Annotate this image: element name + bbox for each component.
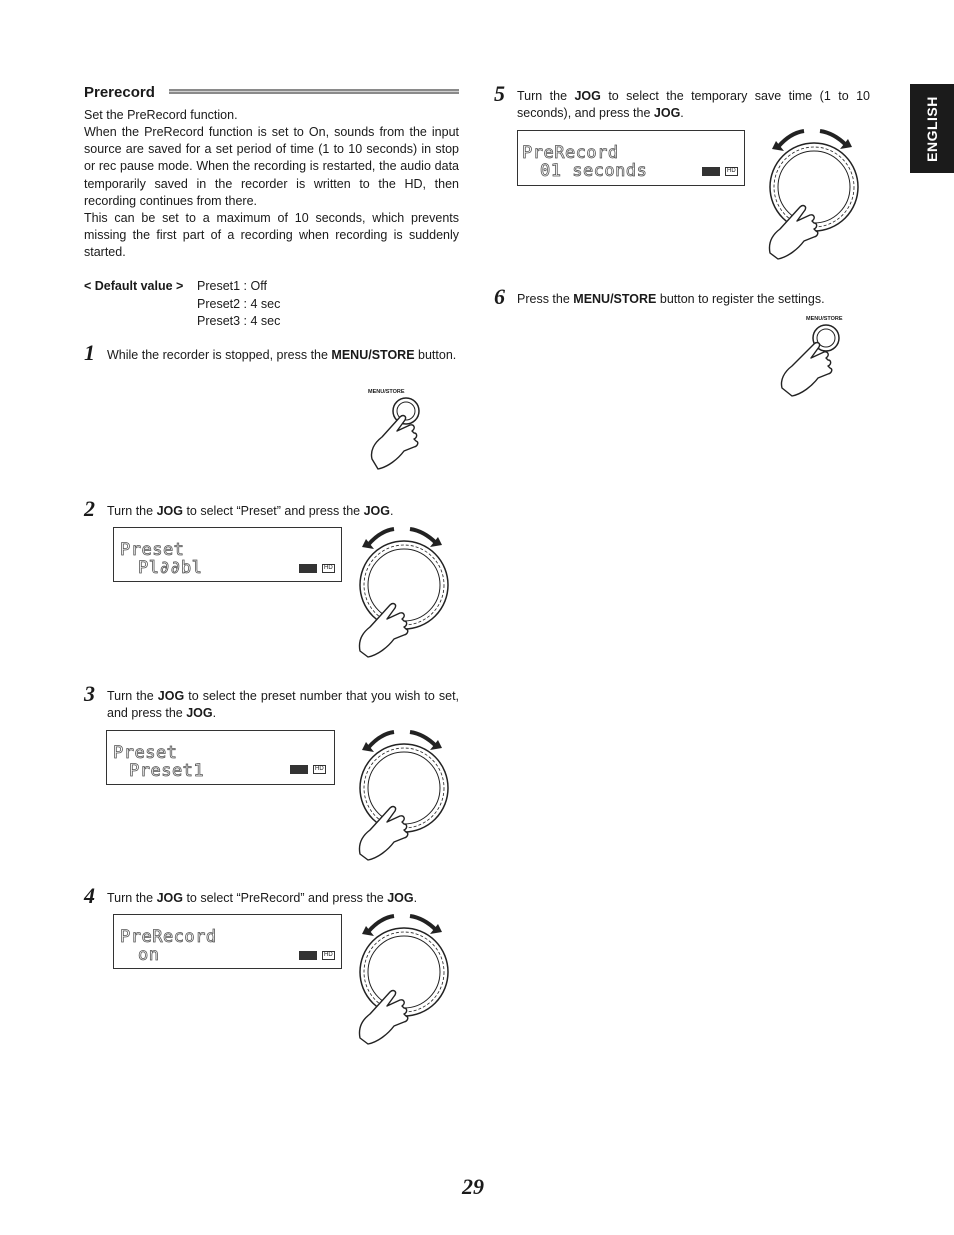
step-number: 6 xyxy=(494,284,505,309)
jog-dial-illustration xyxy=(762,125,862,265)
pointing-hand-icon xyxy=(774,316,854,401)
section-title: Prerecord xyxy=(84,84,155,101)
jog-dial-icon xyxy=(762,125,862,265)
hd-indicator: HD xyxy=(315,766,324,772)
title-rule xyxy=(169,89,459,94)
lcd-status-icons xyxy=(299,564,335,573)
button-label: MENU/STORE xyxy=(806,316,843,322)
step-number: 4 xyxy=(84,883,95,908)
step-6-text: Press the MENU/STORE button to register the settings. xyxy=(517,292,825,306)
jog-dial-icon xyxy=(352,523,452,663)
battery-icon xyxy=(299,951,317,960)
step-number: 2 xyxy=(84,496,95,521)
language-tab-label: ENGLISH xyxy=(924,95,940,162)
hd-indicator: HD xyxy=(324,952,333,958)
default-preset2: Preset2 : 4 sec xyxy=(197,297,281,311)
lcd-display-step4 xyxy=(113,914,342,969)
lcd-display-step2 xyxy=(113,527,342,582)
lcd-line-2: Preset1 xyxy=(129,761,205,781)
battery-icon xyxy=(290,765,308,774)
lcd-status-icons xyxy=(702,167,738,176)
description-text: When the PreRecord function is set to On, sounds from the input source are saved for a set period of time (1 to 10 seconds) in stop or rec pause mode. When the recording is restarted, the audio data temporarily saved in the recorder is written to the HD, then recording continues from there. xyxy=(84,125,459,208)
step-5-text: Turn the JOG to select the temporary save time (1 to 10 seconds), and press the JOG. xyxy=(517,89,870,121)
lcd-status-icons xyxy=(290,765,326,774)
step-2-text: Turn the JOG to select “Preset” and press the JOG. xyxy=(107,504,394,518)
lcd-line-1: PreRecord xyxy=(522,143,619,163)
lcd-line-2: on xyxy=(138,945,160,965)
hd-indicator: HD xyxy=(324,565,333,571)
lcd-line-1: PreRecord xyxy=(120,927,217,947)
jog-dial-illustration xyxy=(352,910,452,1050)
step-number: 3 xyxy=(84,681,95,706)
menu-store-button-illustration xyxy=(364,389,444,474)
step-1-text: While the recorder is stopped, press the MENU/STORE button. xyxy=(107,348,457,362)
description-text-2: This can be set to a maximum of 10 seconds, which prevents missing the first part of a recording when recording is suddenly started. xyxy=(84,211,459,260)
battery-icon xyxy=(299,564,317,573)
default-value-label: < Default value > xyxy=(84,279,184,293)
step-4-text: Turn the JOG to select “PreRecord” and press the JOG. xyxy=(107,891,418,905)
lcd-line-1: Preset xyxy=(113,743,178,763)
button-label: MENU/STORE xyxy=(368,389,405,395)
lcd-line-2: Pl∂∂bl xyxy=(138,558,203,578)
lcd-line-1: Preset xyxy=(120,540,185,560)
default-preset1: Preset1 : Off xyxy=(197,279,267,293)
menu-store-button-illustration xyxy=(774,316,854,401)
jog-dial-illustration xyxy=(352,523,452,663)
lcd-line-2: 01 seconds xyxy=(540,161,648,181)
step-number: 5 xyxy=(494,81,505,106)
language-tab xyxy=(910,84,954,173)
jog-dial-icon xyxy=(352,910,452,1050)
default-preset3: Preset3 : 4 sec xyxy=(197,314,281,328)
battery-icon xyxy=(702,167,720,176)
step-number: 1 xyxy=(84,340,95,365)
lcd-display-step5 xyxy=(517,130,745,186)
jog-dial-illustration xyxy=(352,726,452,866)
intro-text: Set the PreRecord function. xyxy=(84,108,238,122)
step-3-text: Turn the JOG to select the preset number that you wish to set, and press the JOG. xyxy=(107,689,460,721)
lcd-display-step3 xyxy=(106,730,335,785)
hd-indicator: HD xyxy=(727,168,736,174)
pointing-hand-icon xyxy=(364,389,444,474)
page-number: 29 xyxy=(462,1174,484,1199)
lcd-status-icons xyxy=(299,951,335,960)
jog-dial-icon xyxy=(352,726,452,866)
